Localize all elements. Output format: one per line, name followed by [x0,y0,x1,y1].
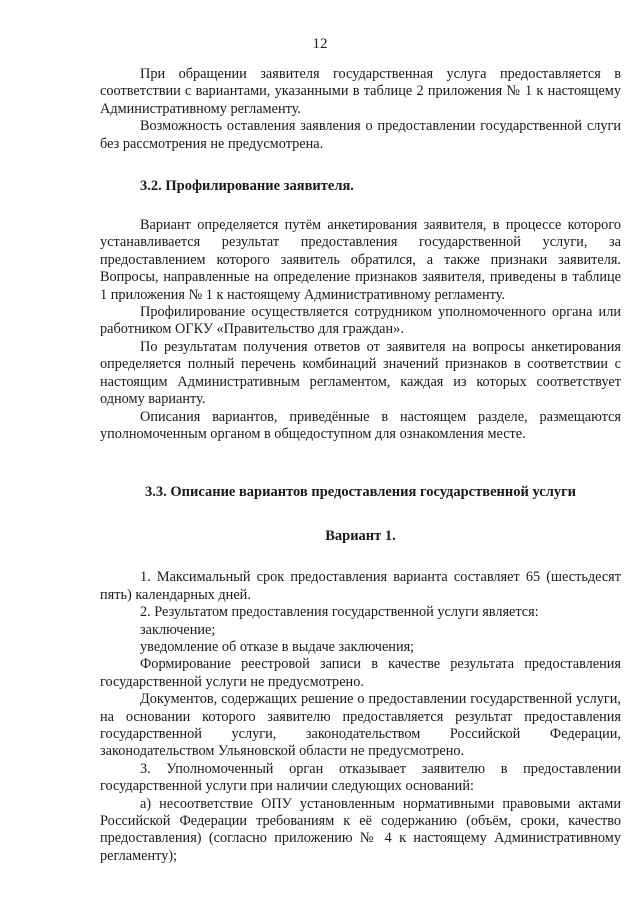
section-title-3-3: 3.3. Описание вариантов предоставления государственной услуги [144,484,577,501]
variant-paragraph-6: Документов, содержащих решение о предоставлении государственной услуги, на основании которого заявителю предоставляется результат предоставления государственной услуги, законодательством Российской Федерации, законодательством Ульяновской области не предусмотрено. [100,691,621,760]
intro-paragraph-2: Возможность оставления заявления о предоставлении государственной слуги без рассмотрения не предусмотрена. [100,118,621,152]
profile-paragraph-3: По результатам получения ответов от заявителя на вопросы анкетирования определяется полный перечень комбинаций значений признаков в соответствии с настоящим Административным регламентом, каждая из которых соответствует одному варианту. [100,338,621,408]
variant-paragraph-4: уведомление об отказе в выдаче заключения; [140,638,415,655]
variant-paragraph-2: 2. Результатом предоставления государственной услуги является: [140,604,539,621]
intro-paragraph-1: При обращении заявителя государственная услуга предоставляется в соответствии с вариантами, указанными в таблице 2 приложения № 1 к настоящему Административному регламенту. [100,66,621,117]
profile-paragraph-2: Профилирование осуществляется сотрудником уполномоченного органа или работником ОГКУ «Правительство для граждан». [100,304,621,338]
page-number: 12 [312,36,328,52]
variant-paragraph-7: 3. Уполномоченный орган отказывает заявителю в предоставлении государственной услуги при наличии следующих оснований: [100,760,621,795]
variant-title: Вариант 1. [325,528,396,545]
variant-paragraph-1: 1. Максимальный срок предоставления варианта составляет 65 (шестьдесят пять) календарных дней. [100,569,621,603]
variant-paragraph-5: Формирование реестровой записи в качестве результата предоставления государственной услуги не предусмотрено. [100,656,621,690]
profile-paragraph-4: Описания вариантов, приведённые в настоящем разделе, размещаются уполномоченным органом в общедоступном для ознакомления месте. [100,408,621,442]
variant-paragraph-8: а) несоответствие ОПУ установленным нормативными правовыми актами Российской Федерации требованиям к её содержанию (объём, сроки, качество предоставления) (согласно приложению № 4 к настоящему Административному регламенту); [100,795,621,864]
section-title-3-2: 3.2. Профилирование заявителя. [140,178,354,195]
page-content [100,66,621,865]
profile-paragraph-1: Вариант определяется путём анкетирования заявителя, в процессе которого устанавливается результат предоставления государственной услуги, за предоставлением которого заявитель обратился, а также признаки заявителя. Вопросы, направленные на определение признаков заявителя, приведены в таблице 1 приложения № 1 к настоящему Административному регламенту. [100,217,621,303]
variant-paragraph-3: заключение; [140,621,216,638]
